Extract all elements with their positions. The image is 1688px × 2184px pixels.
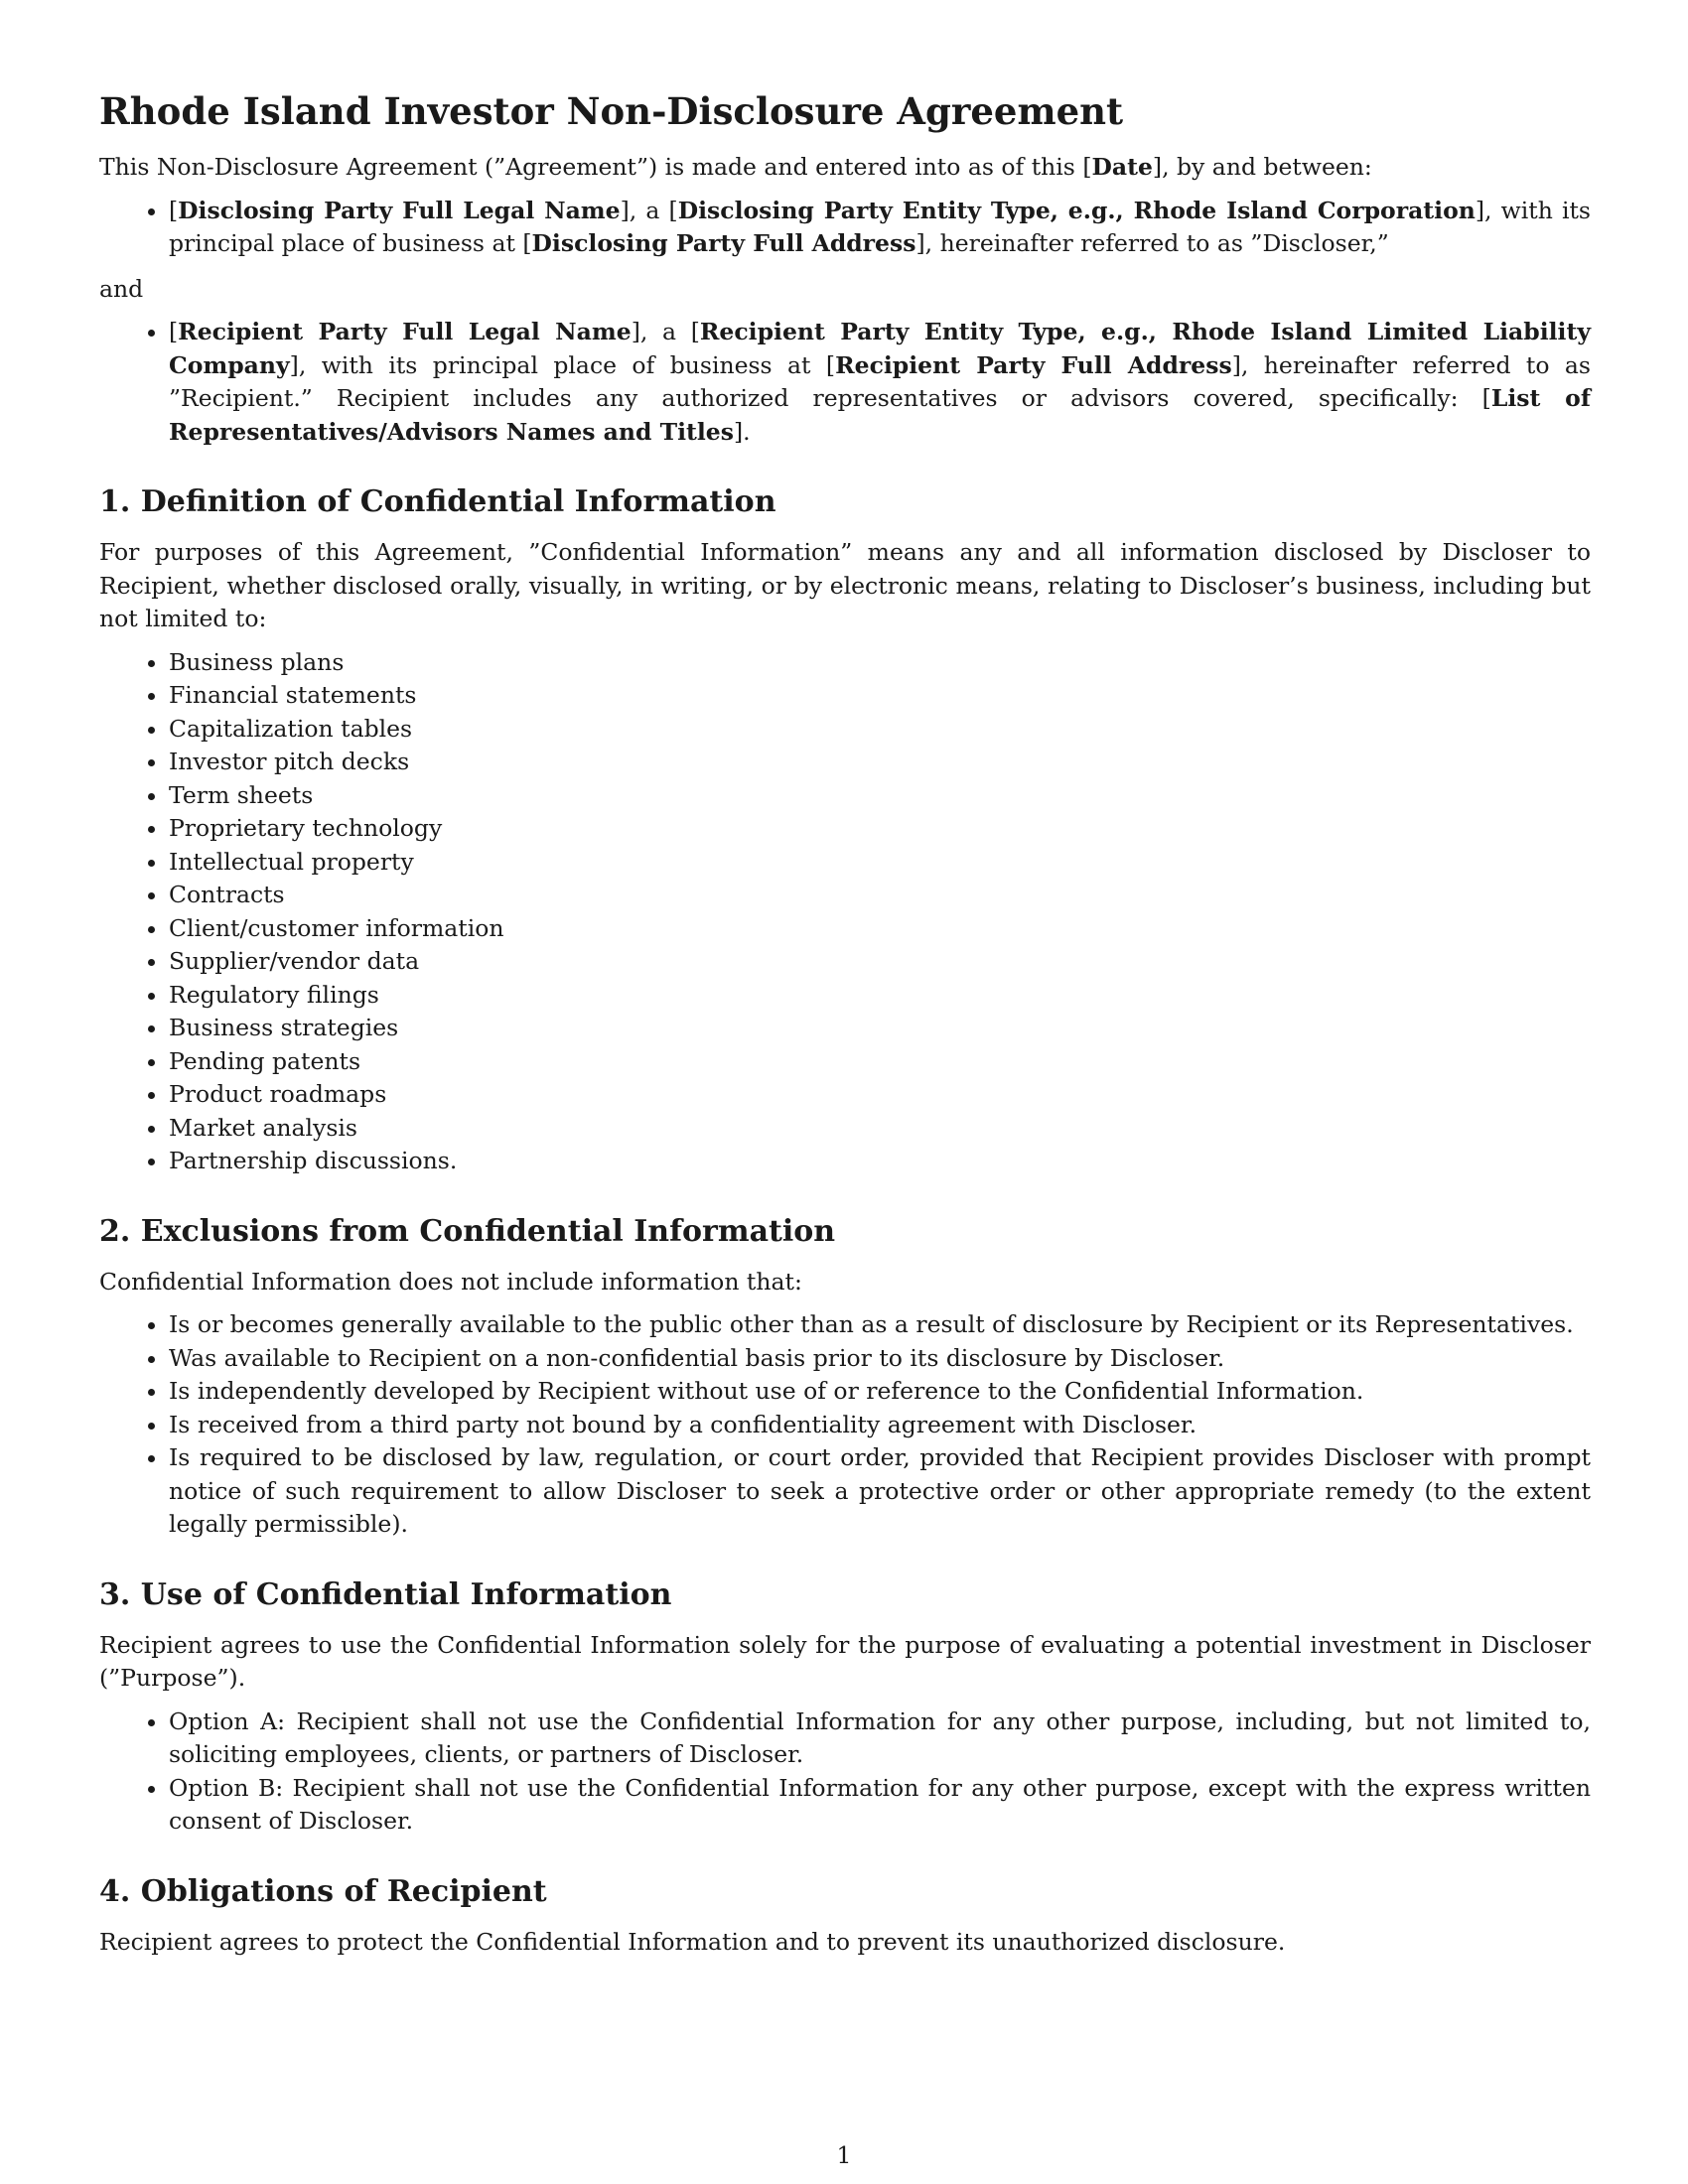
- list-item: • Is or becomes generally available to the public other than as a result of disclosure by Recipient or its Representatives.: [169, 1308, 1591, 1342]
- list-item: • Investor pitch decks: [169, 746, 1591, 779]
- section-1-heading: 1. Definition of Confidential Information: [99, 484, 776, 519]
- list-item: • Client/customer information: [169, 912, 1591, 946]
- discloser-entity-placeholder: Disclosing Party Entity Type, e.g., Rhode Island Corporation: [677, 196, 1476, 224]
- list-item: • Business strategies: [169, 1012, 1591, 1045]
- document-title: Rhode Island Investor Non-Disclosure Agreement: [99, 89, 1124, 133]
- list-item: • Is independently developed by Recipient without use of or reference to the Confidential Information.: [169, 1375, 1591, 1409]
- section-2-paragraph: Confidential Information does not include information that:: [99, 1267, 802, 1296]
- list-item: • Financial statements: [169, 679, 1591, 713]
- list-item: • Is received from a third party not bound by a confidentiality agreement with Discloser.: [169, 1409, 1591, 1442]
- list-item: • Term sheets: [169, 779, 1591, 813]
- list-item: • Is required to be disclosed by law, regulation, or court order, provided that Recipient provides Discloser with prompt notice of such requirement to allow Discloser to seek a protective order or other appropriate remedy (to the extent legally permissible).: [169, 1441, 1591, 1542]
- list-item: • Supplier/vendor data: [169, 945, 1591, 979]
- discloser-list: [99, 195, 1591, 261]
- exclusions-list: [99, 1308, 1591, 1542]
- list-item: • Product roadmaps: [169, 1078, 1591, 1112]
- section-3-paragraph: Recipient agrees to use the Confidential Information solely for the purpose of evaluating a potential investment in Discloser (”Purpose”).: [99, 1630, 1591, 1692]
- discloser-name-placeholder: Disclosing Party Full Legal Name: [178, 196, 621, 224]
- section-4-paragraph: Recipient agrees to protect the Confidential Information and to prevent its unauthorized disclosure.: [99, 1927, 1286, 1956]
- list-item: • Market analysis: [169, 1112, 1591, 1146]
- list-item: • Regulatory filings: [169, 979, 1591, 1013]
- recipient-name-placeholder: Recipient Party Full Legal Name: [178, 318, 632, 345]
- list-item: • Intellectual property: [169, 846, 1591, 880]
- recipient-list: [99, 316, 1591, 449]
- list-item: • Pending patents: [169, 1045, 1591, 1079]
- list-item: • Proprietary technology: [169, 812, 1591, 846]
- date-placeholder: Date: [1091, 153, 1153, 181]
- intro-paragraph: This Non-Disclosure Agreement (”Agreement”) is made and entered into as of this [Date], by and between:: [99, 153, 1372, 181]
- document-body: [99, 87, 1591, 1969]
- recipient-party: • [Recipient Party Full Legal Name], a [Recipient Party Entity Type, e.g., Rhode Island Limited Liability Company], with its principal place of business at [Recipient Party Full Address], hereinafter referred to as ”Recipient.” Recipient includes any authorized representatives or advisors covered, specifically: [List of Representatives/Advisors Names and Titles].: [169, 316, 1591, 449]
- and-text: and: [99, 274, 144, 303]
- discloser-address-placeholder: Disclosing Party Full Address: [531, 229, 916, 257]
- use-options-list: [99, 1706, 1591, 1839]
- section-4-heading: 4. Obligations of Recipient: [99, 1873, 547, 1909]
- recipient-entity-placeholder: Recipient Party Entity Type, e.g., Rhode Island Limited Liability Company: [169, 318, 1591, 379]
- list-item: • Partnership discussions.: [169, 1145, 1591, 1178]
- section-3-heading: 3. Use of Confidential Information: [99, 1576, 672, 1612]
- representatives-placeholder: List of Representatives/Advisors Names and Titles: [169, 384, 1591, 446]
- recipient-address-placeholder: Recipient Party Full Address: [835, 350, 1232, 379]
- list-item: • Option A: Recipient shall not use the Confidential Information for any other purpose, including, but not limited to, soliciting employees, clients, or partners of Discloser.: [169, 1706, 1591, 1772]
- page-number: 1: [836, 2141, 852, 2169]
- list-item: • Option B: Recipient shall not use the Confidential Information for any other purpose, except with the express written consent of Discloser.: [169, 1772, 1591, 1839]
- confidential-info-list: [99, 646, 1591, 1178]
- list-item: • Business plans: [169, 646, 1591, 680]
- list-item: • Contracts: [169, 879, 1591, 912]
- discloser-party: • [Disclosing Party Full Legal Name], a [Disclosing Party Entity Type, e.g., Rhode Island Corporation], with its principal place of business at [Disclosing Party Full Address], hereinafter referred to as ”Discloser,”: [169, 195, 1591, 261]
- section-1-paragraph: For purposes of this Agreement, ”Confidential Information” means any and all information disclosed by Discloser to Recipient, whether disclosed orally, visually, in writing, or by electronic means, relating to Discloser’s business, including but not limited to:: [99, 538, 1591, 632]
- list-item: • Was available to Recipient on a non-confidential basis prior to its disclosure by Discloser.: [169, 1342, 1591, 1376]
- list-item: • Capitalization tables: [169, 713, 1591, 747]
- section-2-heading: 2. Exclusions from Confidential Information: [99, 1213, 836, 1249]
